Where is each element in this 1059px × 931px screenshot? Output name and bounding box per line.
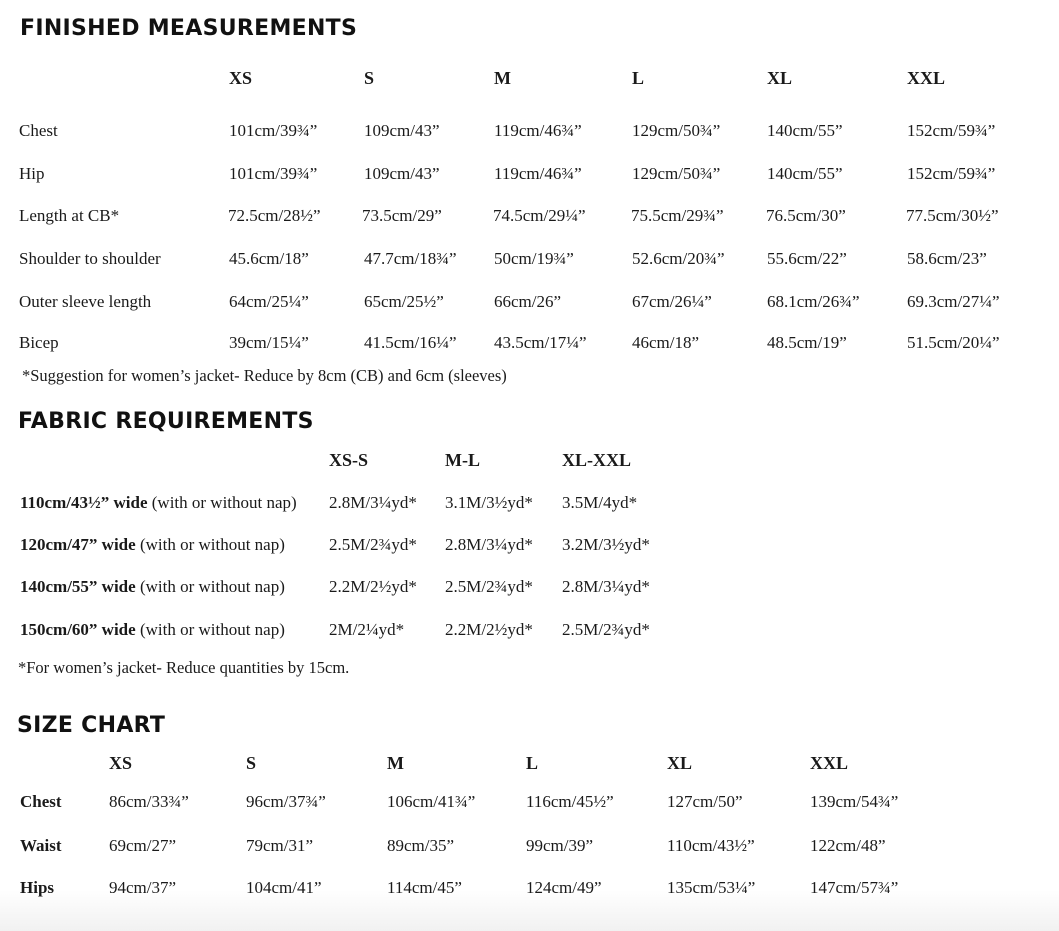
fm-cell: 109cm/43” [364, 164, 440, 183]
sc-cell: 124cm/49” [526, 878, 602, 897]
fabric-requirements-heading: FABRIC REQUIREMENTS [18, 409, 314, 434]
sc-size-header: S [246, 753, 257, 773]
fm-cell: 41.5cm/16¼” [364, 333, 457, 352]
fm-cell: 76.5cm/30” [766, 206, 846, 225]
fm-cell: 72.5cm/28½” [228, 206, 321, 225]
fm-size-header: S [364, 68, 375, 88]
fm-cell: 58.6cm/23” [907, 249, 987, 268]
fabric-nap-note: (with or without nap) [147, 493, 297, 512]
sc-cell: 94cm/37” [109, 878, 177, 897]
fm-size-header: XXL [907, 68, 946, 88]
fm-cell: 48.5cm/19” [767, 333, 847, 352]
fabric-cell: 2M/2¼yd* [329, 620, 405, 639]
fm-cell: 152cm/59¾” [907, 164, 996, 183]
sc-cell: 86cm/33¾” [109, 792, 189, 811]
sc-cell: 139cm/54¾” [810, 792, 899, 811]
fabric-cell: 2.2M/2½yd* [329, 577, 417, 596]
fm-row-label: Length at CB* [19, 206, 120, 225]
fm-cell: 66cm/26” [494, 292, 562, 311]
fabric-size-header: XS-S [329, 450, 369, 470]
fm-size-header: L [632, 68, 645, 88]
sc-row-label: Chest [20, 792, 62, 811]
fabric-row-label [20, 535, 285, 555]
fm-cell: 46cm/18” [632, 333, 700, 352]
fm-cell: 77.5cm/30½” [906, 206, 999, 225]
fabric-cell: 2.5M/2¾yd* [445, 577, 533, 596]
sc-cell: 110cm/43½” [667, 836, 755, 855]
fm-cell: 67cm/26¼” [632, 292, 712, 311]
fabric-cell: 3.2M/3½yd* [562, 535, 650, 554]
fabric-cell: 2.5M/2¾yd* [329, 535, 417, 554]
sc-cell: 114cm/45” [387, 878, 462, 897]
fabric-cell: 2.8M/3¼yd* [445, 535, 533, 554]
fabric-cell: 2.2M/2½yd* [445, 620, 533, 639]
fm-row-label: Chest [19, 121, 58, 140]
fabric-width: 120cm/47” wide [20, 535, 136, 554]
finished-measurements-heading: FINISHED MEASUREMENTS [20, 16, 358, 41]
sc-row-label: Waist [20, 836, 62, 855]
fabric-cell: 2.8M/3¼yd* [562, 577, 650, 596]
fm-cell: 73.5cm/29” [362, 206, 442, 225]
fm-cell: 152cm/59¾” [907, 121, 996, 140]
fm-size-header: XS [229, 68, 253, 88]
sc-row-label: Hips [20, 878, 55, 897]
fm-cell: 43.5cm/17¼” [494, 333, 587, 352]
sc-cell: 135cm/53¼” [667, 878, 756, 897]
sc-cell: 104cm/41” [246, 878, 322, 897]
fm-cell: 101cm/39¾” [229, 164, 318, 183]
sc-cell: 79cm/31” [246, 836, 314, 855]
fabric-nap-note: (with or without nap) [135, 620, 285, 639]
fm-row-label: Bicep [19, 333, 59, 352]
fm-cell: 47.7cm/18¾” [364, 249, 457, 268]
fm-size-header: M [494, 68, 511, 88]
sc-size-header: XXL [810, 753, 849, 773]
sc-cell: 99cm/39” [526, 836, 594, 855]
finished-measurements-footnote: *Suggestion for women’s jacket- Reduce by 8cm (CB) and 6cm (sleeves) [22, 366, 507, 385]
fm-cell: 140cm/55” [767, 121, 843, 140]
sc-size-header: XS [109, 753, 133, 773]
fm-cell: 50cm/19¾” [494, 249, 574, 268]
sc-cell: 122cm/48” [810, 836, 886, 855]
fm-size-header: XL [767, 68, 793, 88]
fm-row-label: Outer sleeve length [19, 292, 152, 311]
fabric-row-label [20, 577, 285, 597]
fm-row-label: Shoulder to shoulder [19, 249, 161, 268]
fabric-cell: 2.5M/2¾yd* [562, 620, 650, 639]
fm-cell: 101cm/39¾” [229, 121, 318, 140]
fabric-row-label [20, 493, 297, 513]
fm-cell: 55.6cm/22” [767, 249, 847, 268]
fm-cell: 64cm/25¼” [229, 292, 309, 311]
sc-cell: 69cm/27” [109, 836, 177, 855]
fm-cell: 119cm/46¾” [494, 164, 582, 183]
fabric-row-label [20, 620, 285, 640]
sc-size-header: M [387, 753, 404, 773]
fm-cell: 52.6cm/20¾” [632, 249, 725, 268]
fm-cell: 129cm/50¾” [632, 121, 721, 140]
fm-cell: 74.5cm/29¼” [493, 206, 586, 225]
sc-size-header: L [526, 753, 539, 773]
size-chart-heading: SIZE CHART [17, 713, 166, 738]
sc-cell: 96cm/37¾” [246, 792, 326, 811]
fabric-width: 110cm/43½” wide [20, 493, 148, 512]
fabric-size-header: M-L [445, 450, 480, 470]
sc-cell: 147cm/57¾” [810, 878, 899, 897]
fm-cell: 68.1cm/26¾” [767, 292, 860, 311]
sc-cell: 89cm/35” [387, 836, 455, 855]
fm-cell: 75.5cm/29¾” [631, 206, 724, 225]
sc-cell: 106cm/41¾” [387, 792, 476, 811]
fabric-nap-note: (with or without nap) [135, 577, 285, 596]
fm-cell: 39cm/15¼” [229, 333, 309, 352]
fabric-cell: 3.5M/4yd* [562, 493, 638, 512]
fm-cell: 129cm/50¾” [632, 164, 721, 183]
sc-cell: 116cm/45½” [526, 792, 614, 811]
fabric-cell: 3.1M/3½yd* [445, 493, 533, 512]
fabric-nap-note: (with or without nap) [135, 535, 285, 554]
fm-cell: 65cm/25½” [364, 292, 444, 311]
fm-cell: 119cm/46¾” [494, 121, 582, 140]
sc-size-header: XL [667, 753, 693, 773]
sc-cell: 127cm/50” [667, 792, 743, 811]
fm-cell: 45.6cm/18” [229, 249, 309, 268]
fabric-width: 150cm/60” wide [20, 620, 136, 639]
fabric-requirements-footnote: *For women’s jacket- Reduce quantities by 15cm. [18, 658, 350, 677]
fabric-width: 140cm/55” wide [20, 577, 136, 596]
fm-row-label: Hip [19, 164, 45, 183]
fabric-size-header: XL-XXL [562, 450, 632, 470]
fabric-cell: 2.8M/3¼yd* [329, 493, 417, 512]
fm-cell: 109cm/43” [364, 121, 440, 140]
fm-cell: 140cm/55” [767, 164, 843, 183]
fm-cell: 69.3cm/27¼” [907, 292, 1000, 311]
fm-cell: 51.5cm/20¼” [907, 333, 1000, 352]
